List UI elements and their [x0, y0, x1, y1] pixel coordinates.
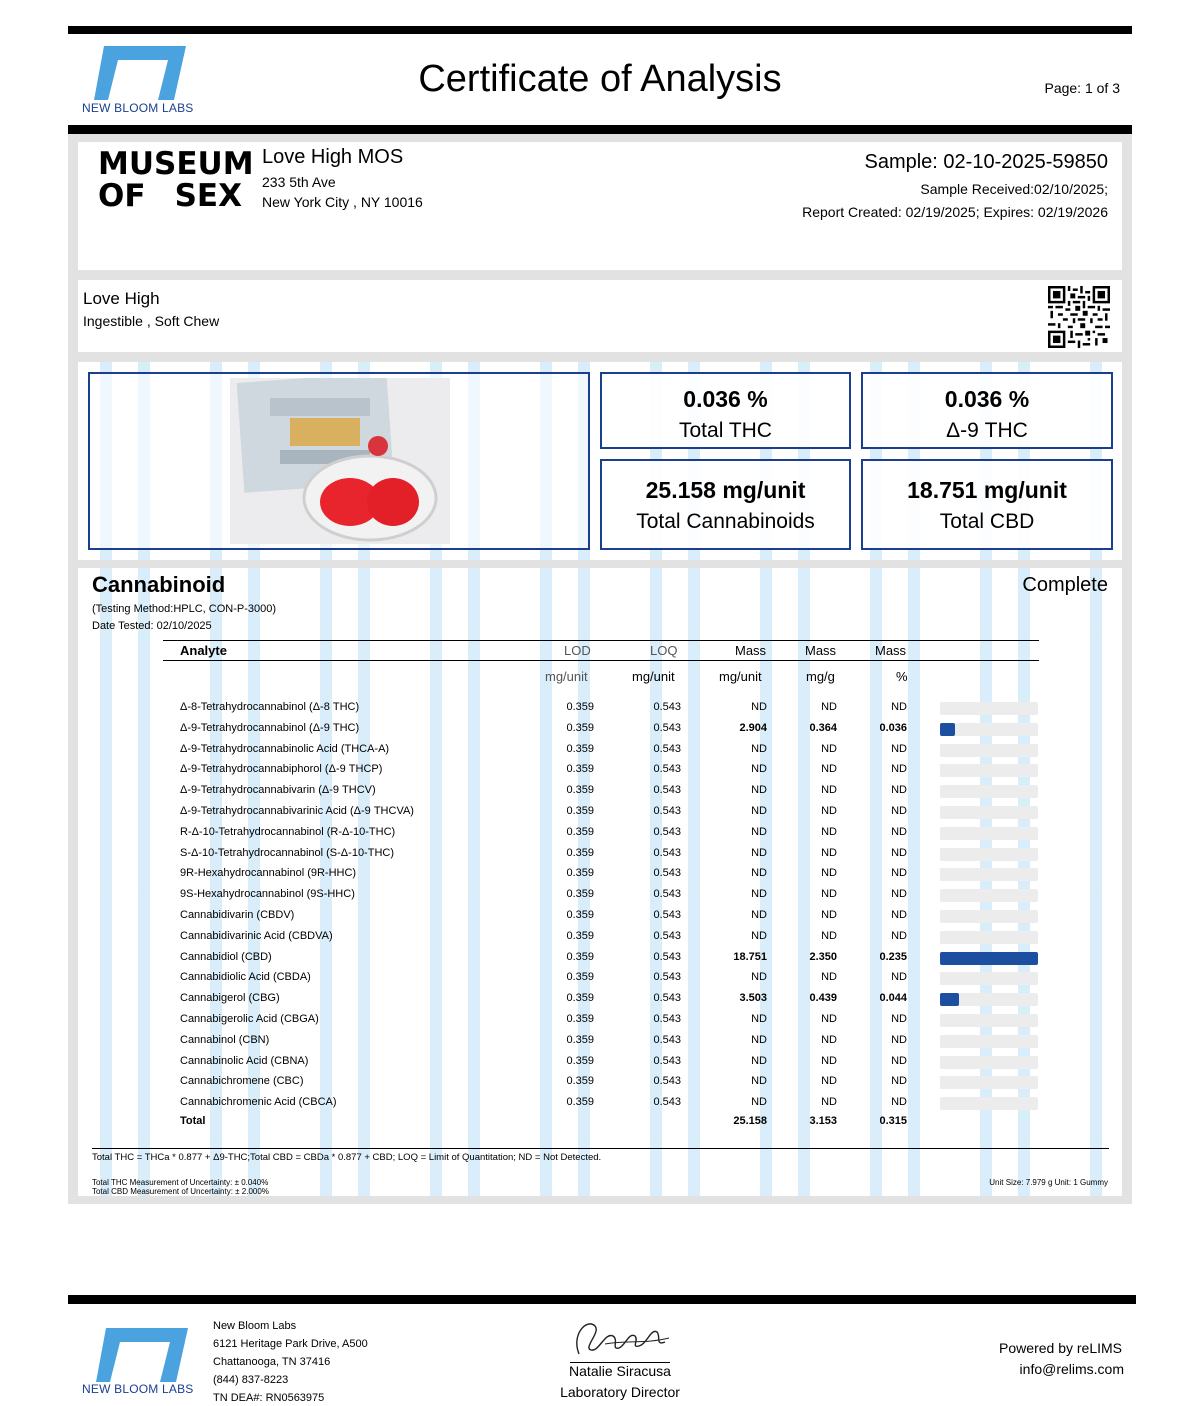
mass-pct-value: ND — [891, 1075, 907, 1087]
mass-mgunit-value: ND — [751, 847, 767, 859]
footer-logo-icon — [96, 1328, 188, 1382]
mass-mgg-value: ND — [821, 909, 837, 921]
mass-pct-value: ND — [891, 930, 907, 942]
mass-mgunit-value: ND — [751, 867, 767, 879]
support-email[interactable]: info@relims.com — [1019, 1361, 1124, 1377]
lod-value: 0.359 — [566, 992, 594, 1004]
loq-value: 0.543 — [653, 805, 681, 817]
col-lod: LOD — [564, 643, 591, 658]
analyte-name: Cannabigerolic Acid (CBGA) — [180, 1013, 319, 1025]
loq-value: 0.543 — [653, 701, 681, 713]
stat-total-thc-value: 0.036 % — [683, 386, 768, 412]
unit-mass-pct: % — [896, 669, 908, 684]
mass-mgunit-value: 2.904 — [739, 722, 767, 734]
mass-pct-value: ND — [891, 1034, 907, 1046]
loq-value: 0.543 — [653, 992, 681, 1004]
lab-contact — [213, 1317, 368, 1406]
section-status: Complete — [1022, 574, 1108, 596]
concentration-bar — [940, 702, 1038, 715]
analyte-name: 9S-Hexahydrocannabinol (9S-HHC) — [180, 888, 355, 900]
stat-total-cannabinoids-label: Total Cannabinoids — [636, 510, 815, 533]
loq-value: 0.543 — [653, 784, 681, 796]
loq-value: 0.543 — [653, 951, 681, 963]
table-bottom-rule — [92, 1148, 1109, 1149]
mass-pct-value: ND — [891, 743, 907, 755]
mass-mgg-value: 0.439 — [809, 992, 837, 1004]
mass-pct-value: ND — [891, 1096, 907, 1108]
mass-mgunit-value: ND — [751, 971, 767, 983]
mass-mgg-value: ND — [821, 826, 837, 838]
client-address-line1: 233 5th Ave — [262, 174, 336, 190]
lod-value: 0.359 — [566, 951, 594, 963]
mass-mgg-value: ND — [821, 1013, 837, 1025]
analyte-name: Cannabidiol (CBD) — [180, 951, 272, 963]
concentration-bar — [940, 910, 1038, 923]
analyte-name: Δ-9-Tetrahydrocannabinolic Acid (THCA-A) — [180, 743, 390, 755]
col-analyte: Analyte — [180, 643, 227, 658]
footer-logo-text: NEW BLOOM LABS — [82, 1382, 194, 1396]
analyte-name: Δ-9-Tetrahydrocannabinol (Δ-9 THC) — [180, 722, 360, 734]
signature-image — [565, 1314, 675, 1360]
loq-value: 0.543 — [653, 971, 681, 983]
qr-code-icon[interactable] — [1048, 286, 1110, 348]
mass-mgunit-value: ND — [751, 1013, 767, 1025]
mass-pct-value: 0.036 — [879, 722, 907, 734]
header-rule — [68, 125, 1132, 134]
lod-value: 0.359 — [566, 701, 594, 713]
lab-name: New Bloom Labs — [213, 1320, 297, 1332]
lod-value: 0.359 — [566, 826, 594, 838]
client-logo-of: OF — [98, 178, 146, 214]
mass-mgunit-value: ND — [751, 1034, 767, 1046]
stat-total-cbd — [861, 459, 1113, 550]
concentration-bar — [940, 1014, 1038, 1027]
analyte-name: Cannabidivarinic Acid (CBDVA) — [180, 930, 333, 942]
total-pct: 0.315 — [879, 1115, 907, 1127]
total-mgunit: 25.158 — [733, 1115, 767, 1127]
lod-value: 0.359 — [566, 971, 594, 983]
stat-d9-thc — [861, 372, 1113, 449]
mass-pct-value: ND — [891, 847, 907, 859]
lod-value: 0.359 — [566, 1055, 594, 1067]
mass-mgg-value: ND — [821, 1075, 837, 1087]
concentration-bar — [940, 744, 1038, 757]
mass-pct-value: ND — [891, 971, 907, 983]
mass-mgunit-value: ND — [751, 784, 767, 796]
lod-value: 0.359 — [566, 909, 594, 921]
mass-mgunit-value: ND — [751, 1075, 767, 1087]
analyte-name: Cannabichromenic Acid (CBCA) — [180, 1096, 337, 1108]
unit-mass-mgunit: mg/unit — [719, 669, 762, 684]
mass-pct-value: ND — [891, 784, 907, 796]
stat-total-cannabinoids — [600, 459, 851, 550]
mass-mgg-value: ND — [821, 888, 837, 900]
lod-value: 0.359 — [566, 1013, 594, 1025]
client-logo — [98, 146, 254, 214]
lab-address1: 6121 Heritage Park Drive, A500 — [213, 1338, 368, 1350]
loq-value: 0.543 — [653, 763, 681, 775]
mass-mgg-value: 2.350 — [809, 951, 837, 963]
lab-phone: (844) 837-8223 — [213, 1374, 289, 1386]
concentration-bar — [940, 1035, 1038, 1048]
concentration-bar — [940, 827, 1038, 840]
client-logo-sex: SEX — [174, 178, 242, 214]
mass-mgunit-value: ND — [751, 1096, 767, 1108]
unit-size: Unit Size: 7.979 g Unit: 1 Gummy — [989, 1178, 1108, 1187]
mass-mgunit-value: ND — [751, 763, 767, 775]
lod-value: 0.359 — [566, 805, 594, 817]
mass-mgunit-value: ND — [751, 743, 767, 755]
date-tested: Date Tested: 02/10/2025 — [92, 620, 212, 632]
concentration-bar — [940, 1097, 1038, 1110]
mass-pct-value: ND — [891, 909, 907, 921]
mass-pct-value: ND — [891, 826, 907, 838]
lod-value: 0.359 — [566, 1096, 594, 1108]
analyte-name: 9R-Hexahydrocannabinol (9R-HHC) — [180, 867, 357, 879]
mass-pct-value: ND — [891, 763, 907, 775]
lab-dea: TN DEA#: RN0563975 — [213, 1392, 325, 1404]
mass-mgunit-value: ND — [751, 805, 767, 817]
stat-total-cbd-value: 18.751 mg/unit — [907, 477, 1067, 503]
loq-value: 0.543 — [653, 847, 681, 859]
concentration-bar — [940, 889, 1038, 902]
mass-mgunit-value: ND — [751, 1055, 767, 1067]
client-logo-line2 — [98, 180, 242, 212]
mass-mgunit-value: ND — [751, 888, 767, 900]
concentration-bar — [940, 723, 1038, 736]
mass-mgg-value: ND — [821, 805, 837, 817]
loq-value: 0.543 — [653, 867, 681, 879]
mass-mgunit-value: ND — [751, 701, 767, 713]
stat-d9-thc-label: Δ-9 THC — [946, 419, 1028, 442]
mass-mgg-value: 0.364 — [809, 722, 837, 734]
col-mass-pct: Mass — [875, 643, 907, 658]
loq-value: 0.543 — [653, 743, 681, 755]
unit-mass-mgg: mg/g — [806, 669, 835, 684]
table-header-rule — [163, 660, 1039, 661]
lod-value: 0.359 — [566, 930, 594, 942]
total-mgg: 3.153 — [809, 1115, 837, 1127]
concentration-bar-fill — [940, 952, 1038, 965]
section-title: Cannabinoid — [92, 572, 226, 597]
mass-pct-value: ND — [891, 1013, 907, 1025]
analyte-name: Cannabinolic Acid (CBNA) — [180, 1055, 309, 1067]
concentration-bar — [940, 868, 1038, 881]
concentration-bar — [940, 785, 1038, 798]
formula-note: Total THC = THCa * 0.877 + Δ9-THC;Total CBD = CBDa * 0.877 + CBD; LOQ = Limit of Quantitation; ND = Not Detected. — [92, 1152, 602, 1163]
concentration-bar — [940, 1056, 1038, 1069]
header-logo-text: NEW BLOOM LABS — [82, 101, 194, 115]
loq-value: 0.543 — [653, 930, 681, 942]
mass-mgunit-value: ND — [751, 930, 767, 942]
mass-mgg-value: ND — [821, 784, 837, 796]
mass-pct-value: 0.044 — [879, 992, 907, 1004]
client-name: Love High MOS — [262, 146, 404, 168]
report-created: Report Created: 02/19/2025; Expires: 02/19/2026 — [802, 204, 1108, 220]
mass-mgg-value: ND — [821, 763, 837, 775]
total-label: Total — [180, 1115, 206, 1127]
analyte-name: Δ-8-Tetrahydrocannabinol (Δ-8 THC) — [180, 701, 360, 713]
analyte-name: S-Δ-10-Tetrahydrocannabinol (S-Δ-10-THC) — [180, 847, 394, 859]
mass-mgg-value: ND — [821, 1096, 837, 1108]
mass-mgunit-value: 3.503 — [739, 992, 767, 1004]
loq-value: 0.543 — [653, 1096, 681, 1108]
lod-value: 0.359 — [566, 1034, 594, 1046]
analyte-name: Cannabidivarin (CBDV) — [180, 909, 295, 921]
concentration-bar-fill — [940, 993, 959, 1006]
mass-pct-value: ND — [891, 701, 907, 713]
lod-value: 0.359 — [566, 888, 594, 900]
page-number: Page: 1 of 3 — [1044, 80, 1120, 96]
signer-name: Natalie Siracusa — [569, 1363, 671, 1379]
analyte-name: R-Δ-10-Tetrahydrocannabinol (R-Δ-10-THC) — [180, 826, 396, 838]
sample-id: Sample: 02-10-2025-59850 — [864, 151, 1108, 173]
client-panel — [78, 142, 1122, 270]
concentration-bar — [940, 931, 1038, 944]
lod-value: 0.359 — [566, 847, 594, 859]
concentration-bar — [940, 806, 1038, 819]
mass-mgg-value: ND — [821, 743, 837, 755]
analyte-name: Δ-9-Tetrahydrocannabivarinic Acid (Δ-9 THCVA) — [180, 805, 414, 817]
top-rule — [68, 26, 1132, 34]
lod-value: 0.359 — [566, 867, 594, 879]
mass-mgunit-value: ND — [751, 826, 767, 838]
analyte-name: Cannabichromene (CBC) — [180, 1075, 304, 1087]
mass-mgg-value: ND — [821, 847, 837, 859]
unit-lod: mg/unit — [545, 669, 588, 684]
loq-value: 0.543 — [653, 1075, 681, 1087]
footer-rule — [68, 1295, 1136, 1304]
product-name: Love High — [83, 289, 160, 308]
mass-mgg-value: ND — [821, 930, 837, 942]
concentration-bar — [940, 993, 1038, 1006]
stat-total-thc-label: Total THC — [679, 419, 772, 442]
powered-by: Powered by reLIMS — [999, 1340, 1122, 1356]
loq-value: 0.543 — [653, 909, 681, 921]
client-logo-line1: MUSEUM — [98, 146, 254, 182]
lod-value: 0.359 — [566, 1075, 594, 1087]
concentration-bar — [940, 764, 1038, 777]
page-title: Certificate of Analysis — [418, 58, 782, 100]
mass-mgg-value: ND — [821, 1034, 837, 1046]
unit-loq: mg/unit — [632, 669, 675, 684]
lod-value: 0.359 — [566, 784, 594, 796]
testing-method: (Testing Method:HPLC, CON-P-3000) — [92, 603, 277, 615]
loq-value: 0.543 — [653, 1013, 681, 1025]
lod-value: 0.359 — [566, 743, 594, 755]
lod-value: 0.359 — [566, 722, 594, 734]
mass-mgunit-value: 18.751 — [733, 951, 767, 963]
analyte-name: Δ-9-Tetrahydrocannabivarin (Δ-9 THCV) — [180, 784, 376, 796]
stat-d9-thc-value: 0.036 % — [944, 386, 1030, 412]
col-mass-mgunit: Mass — [735, 643, 767, 658]
uncertainty-cbd: Total CBD Measurement of Uncertainty: ± 2.000% — [92, 1187, 269, 1196]
col-loq: LOQ — [650, 643, 678, 658]
loq-value: 0.543 — [653, 888, 681, 900]
signer-title: Laboratory Director — [560, 1384, 680, 1400]
mass-mgg-value: ND — [821, 1055, 837, 1067]
table-top-rule — [163, 640, 1039, 641]
mass-pct-value: 0.235 — [879, 951, 907, 963]
concentration-bar — [940, 952, 1038, 965]
client-address-line2: New York City , NY 10016 — [262, 194, 423, 210]
sample-received: Sample Received:02/10/2025; — [920, 181, 1108, 197]
loq-value: 0.543 — [653, 826, 681, 838]
concentration-bar-fill — [940, 723, 955, 736]
mass-mgg-value: ND — [821, 971, 837, 983]
lab-address2: Chattanooga, TN 37416 — [213, 1356, 331, 1368]
analyte-name: Cannabidiolic Acid (CBDA) — [180, 971, 311, 983]
stat-total-thc — [600, 372, 851, 449]
concentration-bar — [940, 848, 1038, 861]
analyte-name: Cannabigerol (CBG) — [180, 992, 280, 1004]
mass-pct-value: ND — [891, 888, 907, 900]
mass-mgg-value: ND — [821, 701, 837, 713]
loq-value: 0.543 — [653, 722, 681, 734]
concentration-bar — [940, 972, 1038, 985]
mass-mgg-value: ND — [821, 867, 837, 879]
analyte-name: Δ-9-Tetrahydrocannabiphorol (Δ-9 THCP) — [180, 763, 383, 775]
stat-total-cbd-label: Total CBD — [939, 510, 1035, 533]
stat-total-cannabinoids-value: 25.158 mg/unit — [645, 477, 806, 503]
uncertainty-thc: Total THC Measurement of Uncertainty: ± 0.040% — [92, 1178, 269, 1187]
loq-value: 0.543 — [653, 1034, 681, 1046]
analyte-name: Cannabinol (CBN) — [180, 1034, 270, 1046]
loq-value: 0.543 — [653, 1055, 681, 1067]
lod-value: 0.359 — [566, 763, 594, 775]
mass-mgunit-value: ND — [751, 909, 767, 921]
col-mass-mgg: Mass — [805, 643, 837, 658]
concentration-bar — [940, 1076, 1038, 1089]
mass-pct-value: ND — [891, 867, 907, 879]
product-panel — [78, 280, 1122, 352]
product-photo — [230, 378, 450, 544]
product-type: Ingestible , Soft Chew — [83, 313, 220, 329]
mass-pct-value: ND — [891, 805, 907, 817]
mass-pct-value: ND — [891, 1055, 907, 1067]
